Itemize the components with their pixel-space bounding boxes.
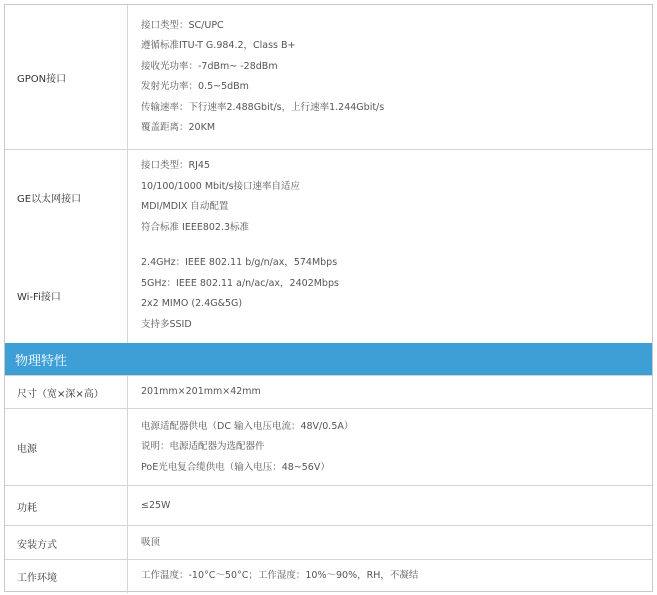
table-row-wifi	[5, 247, 652, 344]
row-label-installation: 安装方式	[17, 539, 57, 551]
row-values-power	[141, 409, 648, 486]
spec-table	[4, 4, 653, 592]
value-line: 支持多SSID	[141, 318, 192, 330]
table-row-size	[5, 375, 652, 409]
column-divider	[127, 376, 128, 409]
row-values-wifi	[141, 247, 648, 344]
table-row-environment	[5, 559, 652, 593]
value-line: 吸顶	[141, 536, 161, 548]
table-row-gpon	[5, 5, 652, 149]
column-divider	[127, 560, 128, 593]
value-line: ≤25W	[141, 499, 171, 511]
value-line: 覆盖距离：20KM	[141, 122, 216, 133]
row-label-size: 尺寸（宽×深×高）	[17, 389, 104, 400]
row-values-gpon	[141, 5, 648, 149]
value-line: 2x2 MIMO (2.4G&5G)	[141, 298, 243, 309]
row-label-power: 电源	[17, 444, 37, 455]
value-line: 2.4GHz：IEEE 802.11 b/g/n/ax，574Mbps	[141, 257, 338, 268]
value-line: 符合标准 IEEE802.3标准	[141, 221, 250, 233]
row-values-consumption	[141, 486, 648, 526]
row-label-gpon: GPON接口	[17, 73, 67, 85]
value-line: 发射光功率：0.5~5dBm	[141, 81, 249, 92]
row-values-ge	[141, 150, 648, 245]
table-row-interfaces	[5, 149, 652, 344]
section-header-physical: 物理特性	[5, 343, 652, 375]
value-line: 工作温度：-10°C～50°C；工作湿度：10%～90%，RH，不凝结	[141, 570, 419, 582]
column-divider	[127, 5, 128, 149]
value-line: 接口类型：SC/UPC	[141, 19, 224, 31]
row-values-installation	[141, 526, 648, 560]
table-row-installation	[5, 525, 652, 560]
column-divider	[127, 486, 128, 526]
value-line: 传输速率：下行速率2.488Gbit/s，上行速率1.244Gbit/s	[141, 101, 385, 113]
column-divider	[127, 409, 128, 486]
row-values-environment	[141, 560, 648, 593]
row-label-wifi: Wi-Fi接口	[17, 292, 61, 303]
row-label-consumption: 功耗	[17, 502, 37, 514]
row-values-size	[141, 376, 648, 409]
value-line: 10/100/1000 Mbit/s接口速率自适应	[141, 180, 301, 192]
table-row-power	[5, 408, 652, 486]
value-line: 201mm×201mm×42mm	[141, 386, 261, 398]
value-line: 遵循标准ITU-T G.984.2，Class B+	[141, 40, 296, 51]
column-divider	[127, 526, 128, 560]
value-line: 电源适配器供电（DC 输入电压电流：48V/0.5A）	[141, 420, 354, 432]
value-line: PoE光电复合缆供电（输入电压：48~56V）	[141, 461, 330, 473]
value-line: 5GHz：IEEE 802.11 a/n/ac/ax，2402Mbps	[141, 277, 339, 289]
value-line: 接收光功率：-7dBm~ -28dBm	[141, 60, 278, 72]
table-row-ge	[5, 150, 652, 245]
table-row-consumption	[5, 485, 652, 526]
value-line: MDI/MDIX 自动配置	[141, 201, 229, 212]
row-label-ge: GE以太网接口	[17, 194, 82, 205]
value-line: 接口类型：RJ45	[141, 160, 210, 171]
value-line: 说明：电源适配器为选配器件	[141, 441, 265, 453]
row-label-environment: 工作环境	[17, 573, 57, 584]
